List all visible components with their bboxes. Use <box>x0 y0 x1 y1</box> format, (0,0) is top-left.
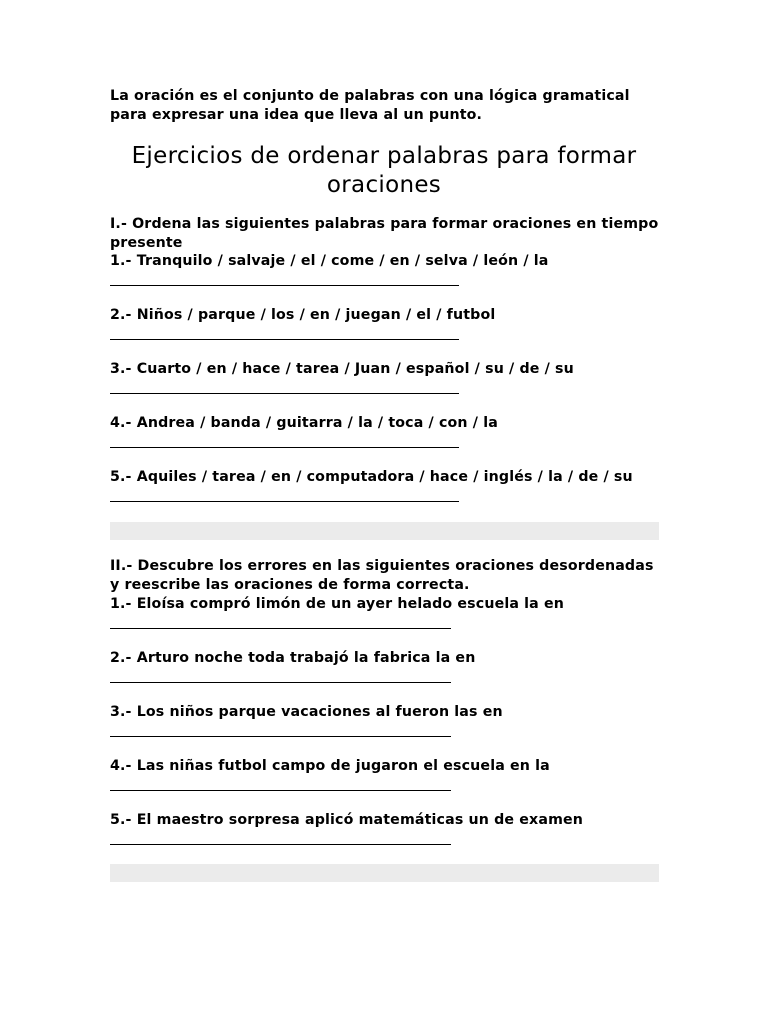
section1-heading-line-1: I.- Ordena las siguientes palabras para formar oraciones en tiempo <box>110 216 659 232</box>
answer-line <box>110 628 451 629</box>
section-divider-band <box>110 864 659 882</box>
section-divider-band <box>110 522 659 540</box>
section1-item-3: 3.- Cuarto / en / hace / tarea / Juan / español / su / de / su <box>110 361 574 377</box>
section2-item-3: 3.- Los niños parque vacaciones al fueron las en <box>110 704 503 720</box>
answer-line <box>110 501 459 502</box>
answer-line <box>110 285 459 286</box>
section2-heading-line-1: II.- Descubre los errores en las siguientes oraciones desordenadas <box>110 558 654 574</box>
section2-heading-line-2: y reescribe las oraciones de forma correcta. <box>110 577 470 593</box>
section2-item-2: 2.- Arturo noche toda trabajó la fabrica la en <box>110 650 476 666</box>
section2-item-5: 5.- El maestro sorpresa aplicó matemáticas un de examen <box>110 812 584 828</box>
answer-line <box>110 447 459 448</box>
intro-line-1: La oración es el conjunto de palabras con una lógica gramatical <box>110 88 630 104</box>
answer-line <box>110 790 451 791</box>
answer-line <box>110 393 459 394</box>
answer-line <box>110 682 451 683</box>
answer-line <box>110 339 459 340</box>
answer-line <box>110 844 451 845</box>
section1-heading-line-2: presente <box>110 235 183 251</box>
section2-item-4: 4.- Las niñas futbol campo de jugaron el escuela en la <box>110 758 550 774</box>
section1-heading <box>110 215 658 253</box>
section2-heading <box>110 557 654 595</box>
section1-item-2: 2.- Niños / parque / los / en / juegan / el / futbol <box>110 307 496 323</box>
section1-item-5: 5.- Aquiles / tarea / en / computadora / hace / inglés / la / de / su <box>110 469 633 485</box>
intro-line-2: para expresar una idea que lleva al un punto. <box>110 107 483 123</box>
answer-line <box>110 736 451 737</box>
section2-item-1: 1.- Eloísa compró limón de un ayer helado escuela la en <box>110 596 565 612</box>
intro-paragraph <box>110 87 630 125</box>
page-title: Ejercicios de ordenar palabras para formar oraciones <box>131 143 637 198</box>
section1-item-1: 1.- Tranquilo / salvaje / el / come / en / selva / león / la <box>110 253 549 269</box>
section1-item-4: 4.- Andrea / banda / guitarra / la / toca / con / la <box>110 415 498 431</box>
